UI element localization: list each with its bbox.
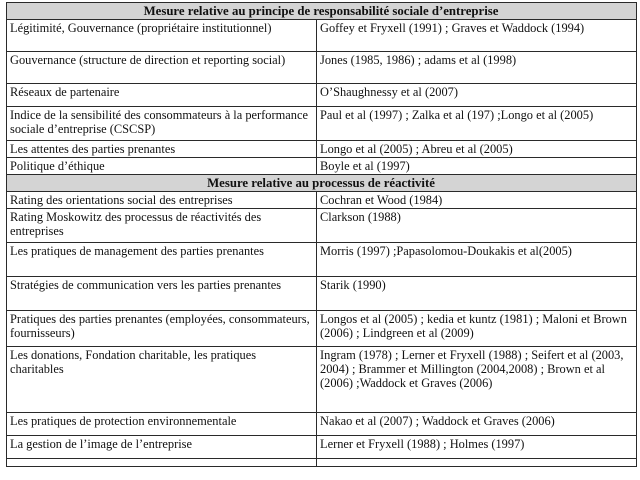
table-row <box>7 347 637 413</box>
measure-cell: Rating Moskowitz des processus de réactivités des entreprises <box>7 209 317 243</box>
table-row <box>7 192 637 209</box>
references-cell: O’Shaughnessy et al (2007) <box>317 84 637 107</box>
references-cell: Longos et al (2005) ; kedia et kuntz (1981) ; Maloni et Brown (2006) ; Lindgreen et al (2009) <box>317 311 637 347</box>
references-cell: Jones (1985, 1986) ; adams et al (1998) <box>317 52 637 84</box>
empty-cell <box>7 459 317 467</box>
measure-cell: Réseaux de partenaire <box>7 84 317 107</box>
measure-cell: Gouvernance (structure de direction et reporting social) <box>7 52 317 84</box>
table-row <box>7 209 637 243</box>
measure-cell: Pratiques des parties prenantes (employées, consommateurs, fournisseurs) <box>7 311 317 347</box>
measure-cell: Indice de la sensibilité des consommateurs à la performance sociale d’entreprise (CSCSP) <box>7 107 317 141</box>
table-row <box>7 413 637 436</box>
references-cell: Boyle et al (1997) <box>317 158 637 175</box>
measure-cell: Les attentes des parties prenantes <box>7 141 317 158</box>
measure-cell: La gestion de l’image de l’entreprise <box>7 436 317 459</box>
references-cell: Starik (1990) <box>317 277 637 311</box>
table-row <box>7 84 637 107</box>
table-row <box>7 107 637 141</box>
table-row <box>7 436 637 459</box>
table-row <box>7 311 637 347</box>
table-row <box>7 141 637 158</box>
section-header-row <box>7 3 637 20</box>
references-cell: Goffey et Fryxell (1991) ; Graves et Waddock (1994) <box>317 20 637 52</box>
measure-cell: Légitimité, Gouvernance (propriétaire institutionnel) <box>7 20 317 52</box>
references-cell: Lerner et Fryxell (1988) ; Holmes (1997) <box>317 436 637 459</box>
measure-cell: Les donations, Fondation charitable, les pratiques charitables <box>7 347 317 413</box>
table-row <box>7 277 637 311</box>
references-cell: Nakao et al (2007) ; Waddock et Graves (2006) <box>317 413 637 436</box>
references-cell: Morris (1997) ;Papasolomou-Doukakis et al(2005) <box>317 243 637 277</box>
measure-cell: Les pratiques de management des parties prenantes <box>7 243 317 277</box>
references-cell: Ingram (1978) ; Lerner et Fryxell (1988) ; Seifert et al (2003, 2004) ; Brammer et Millington (2004,2008) ; Brown et al (2006) ;Waddock et Graves (2006) <box>317 347 637 413</box>
measure-cell: Politique d’éthique <box>7 158 317 175</box>
table-row <box>7 243 637 277</box>
measures-table <box>6 2 637 467</box>
section-title: Mesure relative au principe de responsabilité sociale d’entreprise <box>7 3 637 20</box>
table-row-empty <box>7 459 637 467</box>
table-row <box>7 158 637 175</box>
table-row <box>7 52 637 84</box>
section-header-row <box>7 175 637 192</box>
empty-cell <box>317 459 637 467</box>
references-cell: Cochran et Wood (1984) <box>317 192 637 209</box>
references-cell: Paul et al (1997) ; Zalka et al (197) ;Longo et al (2005) <box>317 107 637 141</box>
table-row <box>7 20 637 52</box>
section-title: Mesure relative au processus de réactivité <box>7 175 637 192</box>
measure-cell: Les pratiques de protection environnementale <box>7 413 317 436</box>
measure-cell: Stratégies de communication vers les parties prenantes <box>7 277 317 311</box>
references-cell: Longo et al (2005) ; Abreu et al (2005) <box>317 141 637 158</box>
measure-cell: Rating des orientations social des entreprises <box>7 192 317 209</box>
references-cell: Clarkson (1988) <box>317 209 637 243</box>
